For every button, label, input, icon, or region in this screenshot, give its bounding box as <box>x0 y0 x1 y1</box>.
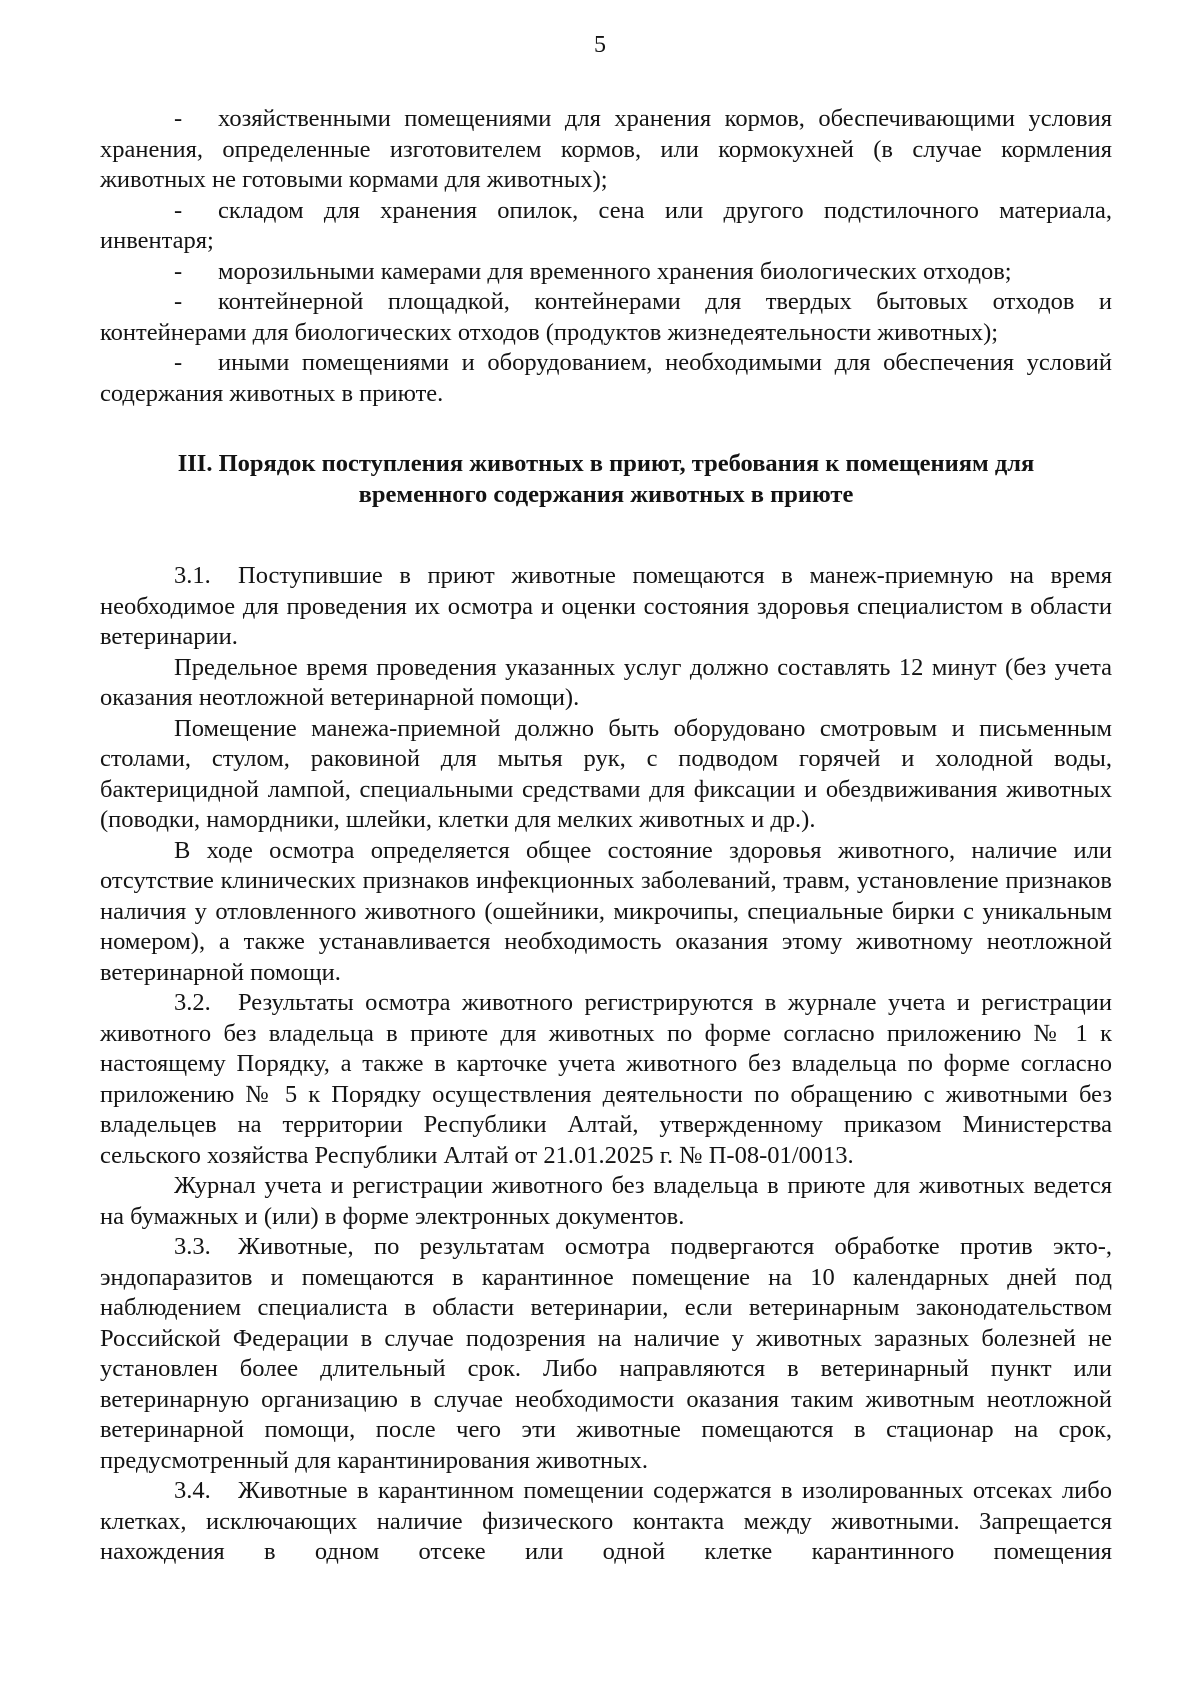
paragraph-3-4: 3.4. Животные в карантинном помещении содержатся в изолированных отсеках либо клетках, исключающих наличие физического контакта между животными. Запрещается нахождения в одном отсеке или одной клетке карантинного помещения <box>100 1477 1112 1565</box>
paragraph-3-1: 3.1. Поступившие в приют животные помещаются в манеж-приемную на время необходимое для проведения их осмотра и оценки состояния здоровья специалистом в области ветеринарии. <box>100 562 1112 650</box>
paragraph: Предельное время проведения указанных услуг должно составлять 12 минут (без учета оказания неотложной ветеринарной помощи). <box>100 653 1112 711</box>
list-dash: - <box>174 257 183 285</box>
page-number: 5 <box>594 32 606 58</box>
paragraph-3-3: 3.3. Животные, по результатам осмотра подвергаются обработке против экто-, эндопаразитов и помещаются в карантинное помещение на 10 календарных дней под наблюдением специалиста в области ветеринарии, если ветеринарным законодательством Российской Федерации в случае подозрения на наличие у животных заразных болезней не установлен более длительный срок. Либо направляются в ветеринарный пункт или ветеринарную организацию в случае необходимости оказания таким животным неотложной ветеринарной помощи, после чего эти животные помещаются в стационар на срок, предусмотренный для карантинирования животных. <box>100 1233 1112 1474</box>
list-dash: - <box>174 288 183 315</box>
list-dash: - <box>174 105 183 132</box>
paragraph-3-2: 3.2. Результаты осмотра животного регистрируются в журнале учета и регистрации животного без владельца в приюте для животных по форме согласно приложению № 1 к настоящему Порядку, а также в карточке учета животного без владельца по форме согласно приложению № 5 к Порядку осуществления деятельности по обращению с животными без владельцев на территории Республики Алтай, утвержденному приказом Министерства сельского хозяйства Республики Алтай от 21.01.2025 г. № П-08-01/0013. <box>100 989 1112 1169</box>
list-dash: - <box>174 349 183 376</box>
list-item: - контейнерной площадкой, контейнерами для твердых бытовых отходов и контейнерами для биологических отходов (продуктов жизнедеятельности животных); <box>100 288 1112 346</box>
paragraph: Помещение манежа-приемной должно быть оборудовано смотровым и письменным столами, стулом, раковиной для мытья рук, с подводом горячей и холодной воды, бактерицидной лампой, специальными средствами для фиксации и обездвиживания животных (поводки, намордники, шлейки, клетки для мелких животных и др.). <box>100 714 1112 833</box>
clause-number: 3.3. <box>174 1233 211 1260</box>
list-dash: - <box>174 196 183 224</box>
list-item: - хозяйственными помещениями для хранения кормов, обеспечивающими условия хранения, определенные изготовителем кормов, или кормокухней (в случае кормления животных не готовыми кормами для животных); <box>100 105 1112 193</box>
clause-number: 3.2. <box>174 989 211 1016</box>
section-body <box>100 561 1112 1568</box>
facilities-list <box>100 104 1112 409</box>
list-item: - иными помещениями и оборудованием, необходимыми для обеспечения условий содержания животных в приюте. <box>100 349 1112 407</box>
section-heading: III. Порядок поступления животных в приют, требования к помещениям для временного содержания животных в приюте <box>177 450 1035 508</box>
clause-number: 3.1. <box>174 562 211 589</box>
paragraph: В ходе осмотра определяется общее состояние здоровья животного, наличие или отсутствие клинических признаков инфекционных заболеваний, травм, установление признаков наличия у отловленного животного (ошейники, микрочипы, специальные бирки с уникальным номером), а также устанавливается необходимость оказания этому животному неотложной ветеринарной помощи. <box>100 836 1112 986</box>
paragraph: Журнал учета и регистрации животного без владельца в приюте для животных ведется на бумажных и (или) в форме электронных документов. <box>100 1172 1112 1230</box>
clause-number: 3.4. <box>174 1477 211 1504</box>
list-item: - складом для хранения опилок, сена или другого подстилочного материала, инвентаря; <box>100 196 1112 254</box>
document-body <box>100 104 1112 1568</box>
list-item: - морозильными камерами для временного хранения биологических отходов; <box>100 257 1112 288</box>
